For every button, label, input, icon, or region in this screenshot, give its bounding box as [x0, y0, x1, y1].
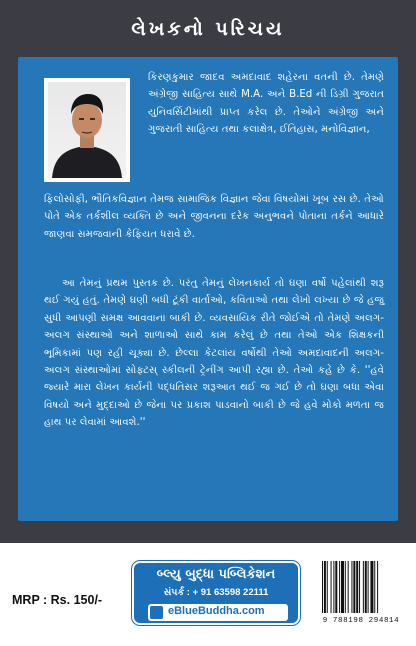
author-bio-paragraph: આ તેમનું પ્રથમ પુસ્તક છે. પરંતુ તેમનું લેખનકાર્ય તો ઘણા વર્ષો પહેલાંથી શરૂ થઈ ગયું હતું. તેમણે ઘણી બધી ટૂંકી વાર્તાઓ, કવિતાઓ તથા લેખો લખ્યા છે જે હજુ સુધી આપણી સમક્ષ આવવાના બાકી છે. વ્યવસાયિક રીતે જોઈએ તો તેમણે અલગ-અલગ સંસ્થાઓ અને શાળાઓ સાથે કામ કરેલું છે તથા તેઓ એક શિક્ષકની ભૂમિકામાં પણ રહી ચૂક્યા છે. છેલ્લા કેટલાંય વર્ષોથી તેઓ અમદાવાદની અલગ-અલગ સંસ્થાઓમાં સોફ્ટસ્ સ્કીલની ટ્રેનીંગ આપી રહ્યા છે. તેઓ કહે છે કે. ''હવે જ્યારે મારા લેખન કાર્યની પદ્ધતિસર શરૂઆત થઈ જ ગઈ છે તો ઘણા બધા એવા વિષયો અને મુદ્દાઓ છે જેના પર પ્રકાશ પાડવાનો બાકી છે જે હવે મોકો મળતા જ હાથ પર લેવામાં આવશે.''	[44, 278, 384, 429]
publisher-website-box	[148, 604, 288, 621]
author-bio-continued: ફિલોસોફી, ભૌતિકવિજ્ઞાન તેમજ સામાજિક વિજ્ઞાન જેવા વિષયોમાં ખૂબ રસ છે. તેઓ પોતે એક તર્કશીલ વ્યક્તિ છે અને જીવનના દરેક અનુભવને પોતાના તર્કને આધારે જાણવા સમજવાની કેફિયત ધરાવે છે.	[44, 194, 384, 240]
section-title: લેખકનો પરિચય	[131, 18, 285, 40]
publisher-badge	[132, 561, 300, 625]
barcode-icon	[316, 559, 406, 617]
isbn-number: 9 788198 294814	[322, 617, 400, 625]
author-portrait-icon	[48, 82, 126, 178]
publisher-website: eBlueBuddha.com	[168, 605, 265, 617]
footer-strip	[0, 543, 416, 646]
author-panel	[18, 57, 398, 521]
publisher-logo-icon	[150, 606, 163, 619]
author-photo	[44, 78, 130, 182]
publisher-contact: સંપર્ક : + 91 63598 22111	[163, 587, 269, 598]
publisher-name: બ્લ્યુ બુદ્ધા પબ્લિકેશન	[156, 567, 276, 582]
author-bio-intro: કિરણકુમાર જાદવ અમદાવાદ શહેરના વતની છે. તેમણે અંગ્રેજી સાહિત્ય સાથે M.A. અને B.Ed ની ડિગ્રી ગુજરાત યુનિવર્સિટીમાંથી પ્રાપ્ત કરેલ છે. તેઓને અંગ્રેજી અને ગુજરાતી સાહિત્ય તથા કલાક્ષેત્ર, ઈતિહાસ, મનોવિજ્ઞાન,	[148, 72, 384, 136]
price-label: MRP : Rs. 150/-	[12, 593, 103, 607]
isbn-barcode	[316, 559, 406, 629]
